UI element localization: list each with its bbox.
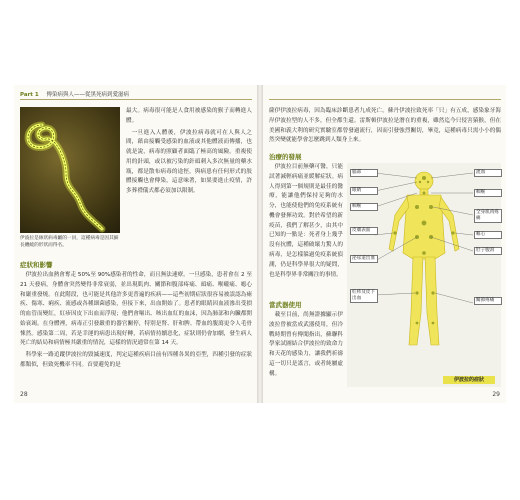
body-paragraph: 載至目前，尚無證據顯示伊波拉曾被當成武器使用，但冷戰時期曾有傳聞指出，蘇聯科學家試圖結合伊波拉的致命力和天花的感染力，讓我們祈禱這一切只是謠言，或者純屬虛構。 <box>269 312 343 377</box>
human-figure-icon <box>389 172 459 345</box>
treatment-text <box>269 163 343 282</box>
symptoms-body-diagram <box>347 163 501 387</box>
label-skin: 皮膚表面 <box>350 227 378 235</box>
figure-caption: 伊波拉是絲狀病毒屬的一員，這種病毒是因其細長纏繞的形狀而得名。 <box>20 236 119 248</box>
section-heading-symptoms: 症狀和影響 <box>20 261 53 269</box>
header-rule <box>269 99 501 100</box>
label-nose: 流血 <box>474 169 502 177</box>
label-genital: 泌尿道出血 <box>350 255 378 263</box>
label-body-pain: 全身肌肉疼痛 <box>474 209 502 223</box>
running-head-part: Part 1 <box>20 92 39 98</box>
intro-paragraph: 一旦進入人體後，伊波拉病毒就可在人與人之間，藉由接觸受感染的血液或其他體液而傳播，也就是說，病毒的照顧者面臨了極高的風險。重複使用的針頭，或以被污染的針頭刺入多次無量的藥水瓶，都是散布病毒的途徑。與病患有任何形式的肢體接觸也會傳染，這意味著，如果要進止疫情，許多葬禮儀式都必須加以限制。 <box>126 129 252 195</box>
page-number-left: 28 <box>20 391 28 398</box>
page-number-right: 29 <box>492 391 500 398</box>
running-head-title: 傳染病與人——從黑死病到愛滋病 <box>46 92 129 98</box>
continued-text <box>269 107 501 148</box>
body-paragraph: 薩伊伊波拉病毒，因為臨床診斷患者九成死亡。蘇丹伊波拉致死率「只」有五成，感染象牙海岸伊波拉型的人不多，但全都生還。雷斯頓伊波拉是潛在的重複，雖然迄今只侵害猿猴，但在美國和義大利的研究實驗室都曾發過流行，因而引發強烈關切，畢竟，這種病毒只需小小的偶然突變就能學會怎麼跳到人類身上來。 <box>269 108 501 144</box>
label-heart: 嘔心 <box>474 231 502 239</box>
intro-text <box>126 107 252 199</box>
section-heading-weapon: 當武器使用 <box>269 301 302 309</box>
body-paragraph: 伊波拉出血熱會奪走 50%至 90%感染者的性命，而且無法速療。一旦感染，患者會在 2 至 21 天發病，身體會突然變得非常衰弱，並出現肌肉、關節和腹部疼痛、頭痛、喉嚨痛、噁心和嚴重發燒。在此階段，也可能是其他許多更普遍的疾病——這些初期症狀很容易被誤認為瘧疾、傷寒、痢疾、流感或各種細菌感染，但接下來，出血開始了。患者的眼睛因血液滲出受損的血管而變紅，紅疹因皮下出血而浮現；他們會嘔出、咳出血紅的血沫，因為肺部和內臟都開始衰竭。在身體裡，病毒正引發嚴重的器官關停，特別是腎、肝和脾。帶血的腹瀉更令人毛骨悚然。感染第二周，若是幸運的病患出現好轉，若病情持續惡化，症狀則仍會加劇，發生病人死亡的結局和病情極其嚴重的情況，這樣的情況通常在第 14 天。 <box>20 272 252 347</box>
intro-paragraph: 最大。病毒很可能是人食用被感染的猴子而轉進人體。 <box>126 108 252 124</box>
header-rule <box>20 99 252 100</box>
symptoms-text <box>20 271 252 373</box>
book-spread <box>14 85 506 403</box>
label-joints: 關節疼痛 <box>474 297 502 305</box>
left-page <box>14 85 257 403</box>
section-heading-treatment: 治療的發展 <box>269 153 302 161</box>
body-paragraph: 科學家一路追蹤伊波拉的毀滅速度，判定這種疾病目前有四種各異的亞型，四種引發的症狀都類似，但致死機率不同。首要避免的是 <box>20 352 252 369</box>
body-paragraph: 伊波拉目前無藥可醫，只能試著減輕病痛並緩解症狀。病人得到第一個規則是最佳的醫療，能讓他們保持足夠的水分，也能使他們的免疫系統有機會發揮功效。對於希望的新疫苗，我們了解甚少，由其中已知的一點是：死者身上幾乎沒有抗體，這種破壞力驚人的病毒，是怎樣躲過免疫系統偵測，仍是科學界很大的疑問，也是科學界非常關注的事情。 <box>269 164 343 278</box>
label-intestine: 肚子腹瀉 <box>474 247 502 255</box>
label-mouth: 咽喉 <box>350 203 378 211</box>
ebola-virus-image <box>20 107 120 233</box>
weapon-text <box>269 311 343 381</box>
label-brain: 腦部 <box>350 169 378 177</box>
label-eyes: 眼睛 <box>350 187 378 195</box>
label-throat: 咽喉 <box>474 189 502 197</box>
right-page <box>263 85 506 403</box>
diagram-title: 伊波拉的症狀 <box>443 376 495 384</box>
running-head <box>20 90 129 98</box>
label-red-spots: 紅疹及皮下出血 <box>350 289 378 303</box>
